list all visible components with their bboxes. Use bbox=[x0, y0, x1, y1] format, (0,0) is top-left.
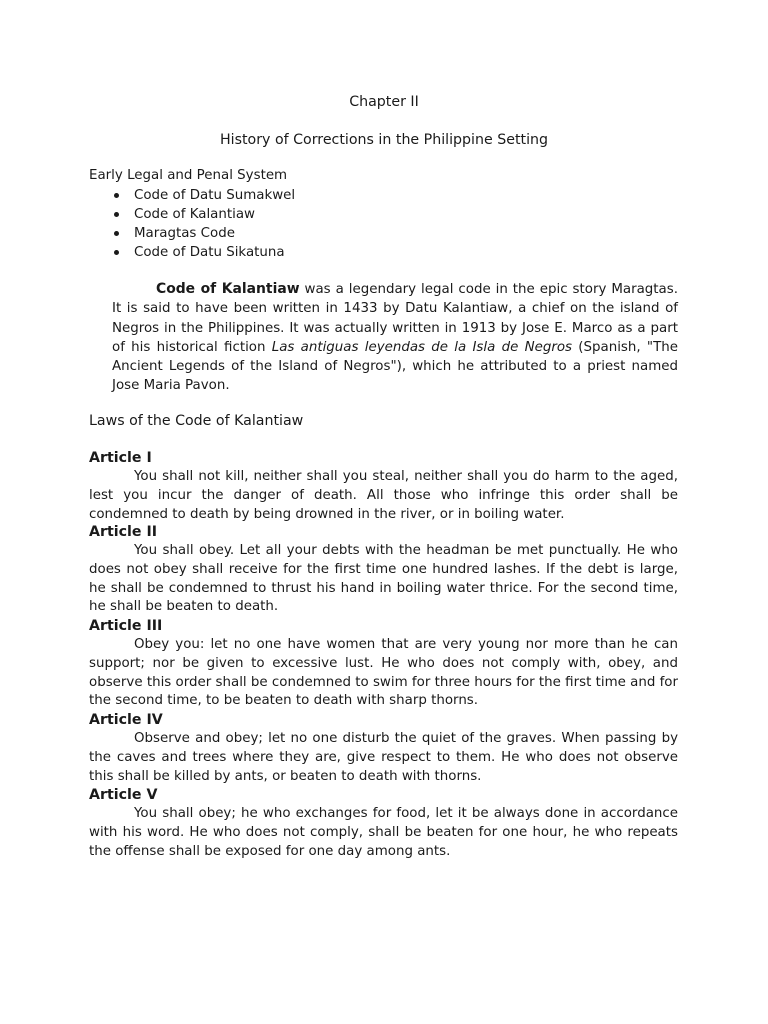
intro-paragraph bbox=[112, 280, 678, 396]
list-item: Maragtas Code bbox=[112, 224, 295, 243]
article-1-body: You shall not kill, neither shall you steal, neither shall you do harm to the aged, lest you incur the danger of death. All those who infringe this order shall be condemned to death by being drowned in the river, or in boiling water. bbox=[89, 469, 678, 522]
article-4-body: Observe and obey; let no one disturb the quiet of the graves. When passing by the caves and trees where they are, give respect to them. He who does not observe this shall be killed by ants, or beaten to death with thorns. bbox=[89, 731, 678, 784]
list-item: Code of Datu Sumakwel bbox=[112, 186, 295, 205]
intro-bold-lead: Code of Kalantiaw bbox=[156, 281, 300, 297]
early-system-list bbox=[112, 186, 295, 262]
chapter-title: Chapter II bbox=[349, 94, 419, 110]
list-item: Code of Kalantiaw bbox=[112, 205, 295, 224]
article-5-title: Article V bbox=[89, 787, 158, 803]
article-2-body: You shall obey. Let all your debts with the headman be met punctually. He who does not obey shall receive for the first time one hundred lashes. If the debt is large, he shall be condemned to thrust his hand in boiling water thrice. For the second time, he shall be beaten to death. bbox=[89, 543, 678, 615]
article-3-body: Obey you: let no one have women that are very young nor more than he can support; nor be given to excessive lust. He who does not comply with, obey, and observe this order shall be condemned to swim for three hours for the first time and for the second time, to be beaten to death with sharp thorns. bbox=[89, 637, 678, 709]
chapter-subtitle: History of Corrections in the Philippine Setting bbox=[219, 132, 549, 148]
early-system-heading: Early Legal and Penal System bbox=[89, 168, 288, 183]
intro-text-after: (Spanish, "The Ancient Legends of the Island of Negros"), which he attributed to a priest named Jose Maria Pavon. bbox=[112, 339, 678, 394]
bullet-icon bbox=[114, 250, 119, 255]
article-3-title: Article III bbox=[89, 618, 163, 634]
article-5-body: You shall obey; he who exchanges for food, let it be always done in accordance with his word. He who does not comply, shall be beaten for one hour, he who repeats the offense shall be exposed for one day among ants. bbox=[89, 806, 678, 859]
bullet-icon bbox=[114, 231, 119, 236]
intro-italic-title: Las antiguas leyendas de la Isla de Negros bbox=[271, 339, 573, 355]
article-4-title: Article IV bbox=[89, 712, 163, 728]
article-2-title: Article II bbox=[89, 524, 158, 540]
article-1-title: Article I bbox=[89, 450, 152, 466]
bullet-icon bbox=[114, 193, 119, 198]
list-item: Code of Datu Sikatuna bbox=[112, 243, 295, 262]
bullet-icon bbox=[114, 212, 119, 217]
intro-text-before: was a legendary legal code in the epic story Maragtas. It is said to have been written in 1433 by Datu Kalantiaw, a chief on the island of Negros in the Philippines. It was actually written in 1913 by Jose E. Marco as a part of his historical fiction bbox=[112, 282, 678, 355]
laws-heading: Laws of the Code of Kalantiaw bbox=[89, 413, 304, 429]
